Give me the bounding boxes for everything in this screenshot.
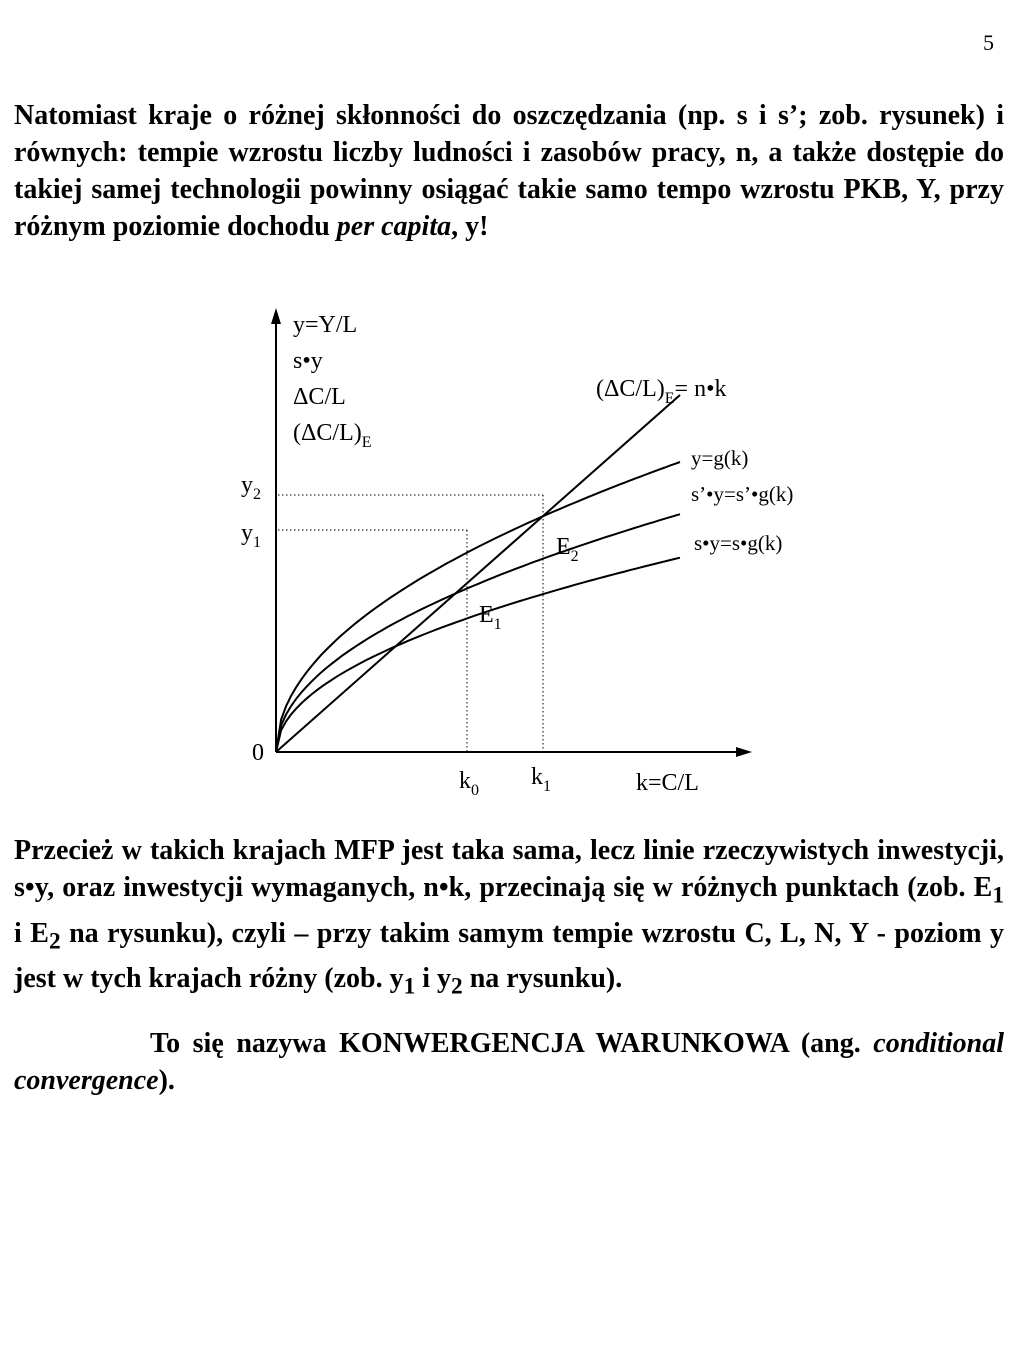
tick-k0: $k_0$ (459, 768, 479, 799)
curve-s-label: s•y=s•g(k) (694, 531, 783, 555)
explanation-part-1: Przecież w takich krajach MFP jest taka sama, lecz linie rzeczywistych inwestycji, s•y, oraz inwestycji wymaganych, n•k, przecinają się w różnych punktach (zob. E (14, 835, 1004, 903)
conclusion-text: To się nazywa KONWERGENCJA WARUNKOWA (ang. (150, 1028, 874, 1059)
explanation-sub-2: 2 (48, 928, 61, 955)
curve-s-prime-label: s’•y=s’•g(k) (691, 482, 794, 506)
explanation-part-3: na rysunku), czyli – przy takim samym tempie wzrostu C, L, N, Y - poziom y jest w tych krajach różny (zob. y (14, 917, 1004, 995)
curve-s (276, 558, 680, 752)
point-e2: $E_2$ (556, 534, 579, 565)
page-number: 5 (983, 30, 994, 55)
y-axis-label-2: s•y (293, 348, 323, 374)
conclusion-paragraph (14, 1025, 1004, 1099)
solow-diagram (0, 300, 1024, 810)
explanation-part-4: i y (415, 963, 452, 995)
explanation-sub-3: 1 (403, 973, 416, 1000)
tick-y1: $y_1$ (241, 520, 261, 551)
tick-y2: $y_2$ (241, 472, 261, 503)
conclusion-italic: conditional convergence (14, 1028, 1004, 1096)
intro-paragraph (14, 97, 1004, 245)
explanation-sub-1: 1 (992, 882, 1004, 909)
tick-k1: $k_1$ (531, 764, 551, 795)
conclusion-end: ). (158, 1065, 175, 1096)
explanation-paragraph (14, 832, 1004, 1006)
y-axis-arrow (271, 308, 281, 324)
y-axis-label-1: y=Y/L (293, 312, 358, 338)
y-axis-label-3: ΔC/L (293, 384, 346, 410)
curve-s-prime (276, 514, 680, 752)
curve-y (276, 462, 680, 752)
curve-y-label: y=g(k) (691, 446, 749, 470)
intro-end: , y! (451, 211, 489, 242)
explanation-part-5: na rysunku). (462, 963, 623, 995)
intro-italic: per capita (336, 211, 452, 242)
x-axis-label: k=C/L (636, 770, 699, 796)
explanation-sub-4: 2 (451, 973, 463, 1000)
explanation-part-2: i E (14, 917, 49, 949)
point-e1: $E_1$ (479, 602, 502, 633)
line-nk-label: $(\Delta C/L)_E=$ n•k (596, 376, 727, 407)
origin-label: 0 (252, 740, 264, 766)
y-axis-label-4: $(\Delta C/L)_E$ (293, 420, 372, 451)
intro-text: Natomiast kraje o różnej skłonności do oszczędzania (np. s i s’; zob. rysunek) i równych: tempie wzrostu liczby ludności i zasobów pracy, n, a także dostępie do takiej samej technologii powinny osiągać takie samo tempo wzrostu PKB, Y, przy różnym poziomie dochodu (14, 100, 1004, 242)
x-axis-arrow (736, 747, 752, 757)
